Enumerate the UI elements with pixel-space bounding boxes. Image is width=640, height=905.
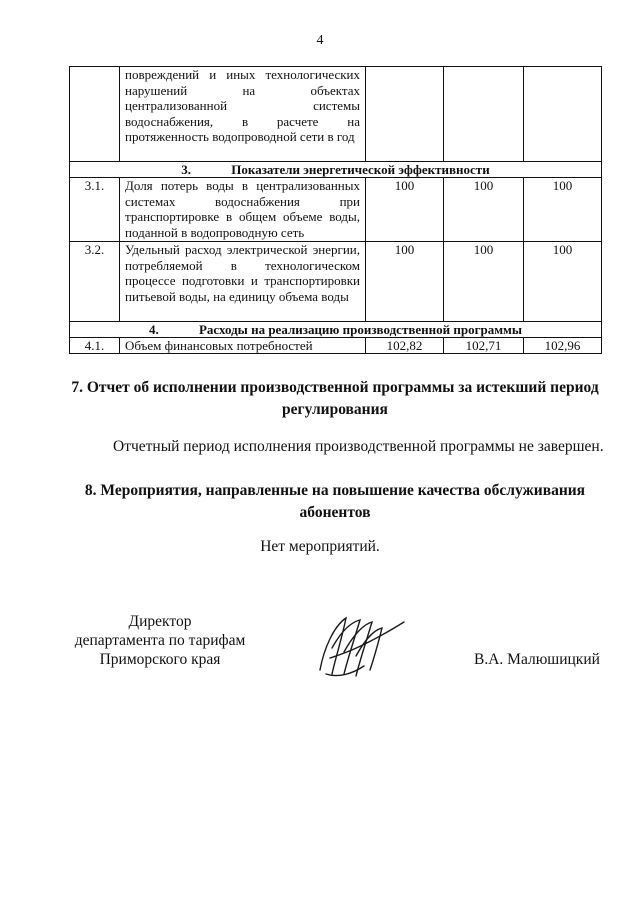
value-cell: 102,82 [366, 338, 444, 354]
page-number: 4 [316, 33, 324, 48]
signatory-title: Директор [128, 613, 192, 630]
indicator-description: повреждений и иных технологических нарушений на объектах централизованной системы водоснабжения, в расчете на протяженность водопроводной сети в год [120, 67, 366, 162]
indicator-description: Удельный расход электрической энергии, потребляемой в технологическом процессе подготовки и транспортировки питьевой воды, на единицу объема воды [120, 242, 366, 322]
signatory-position [60, 612, 260, 669]
handwritten-signature [312, 608, 412, 680]
value-cell: 102,96 [524, 338, 602, 354]
section-3-header [70, 162, 602, 178]
value-cell: 100 [366, 178, 444, 242]
section-7-text: Отчетный период исполнения производственной программы не завершен. [113, 438, 604, 455]
row-number: 4.1. [70, 338, 120, 354]
section-number: 4. [148, 322, 159, 337]
row-number: 3.2. [70, 242, 120, 322]
signatory-name: В.А. Малюшицкий [474, 651, 600, 668]
signatory-region: Приморского края [99, 651, 221, 668]
value-cell: 100 [524, 242, 602, 322]
section-4-header [70, 322, 602, 338]
value-cell: 102,71 [444, 338, 524, 354]
section-number: 3. [181, 162, 192, 177]
value-cell: 100 [444, 178, 524, 242]
value-cell: 100 [366, 242, 444, 322]
value-cell: 100 [444, 242, 524, 322]
table-row-4-1 [70, 338, 602, 354]
value-cell [366, 67, 444, 162]
table-row-3-2 [70, 242, 602, 322]
row-number: 3.1. [70, 178, 120, 242]
indicators-table [69, 66, 602, 354]
indicator-description: Объем финансовых потребностей [120, 338, 366, 354]
signatory-department: департамента по тарифам [74, 632, 246, 649]
table-row-3-1 [70, 178, 602, 242]
indicator-description: Доля потерь воды в централизованных системах водоснабжения при транспортировке в общем объеме воды, поданной в водопроводную сеть [120, 178, 366, 242]
value-cell [524, 67, 602, 162]
value-cell: 100 [524, 178, 602, 242]
section-8-text: Нет мероприятий. [260, 538, 380, 555]
section-7-heading: 7. Отчет об исполнении производственной программы за истекший период регулирования [71, 379, 599, 418]
value-cell [444, 67, 524, 162]
section-title: Показатели энергетической эффективности [231, 162, 490, 177]
section-title: Расходы на реализацию производственной программы [198, 322, 523, 337]
table-row-continued [70, 67, 602, 162]
section-8-heading: 8. Мероприятия, направленные на повышение качества обслуживания абонентов [84, 482, 586, 521]
row-number [70, 67, 120, 162]
